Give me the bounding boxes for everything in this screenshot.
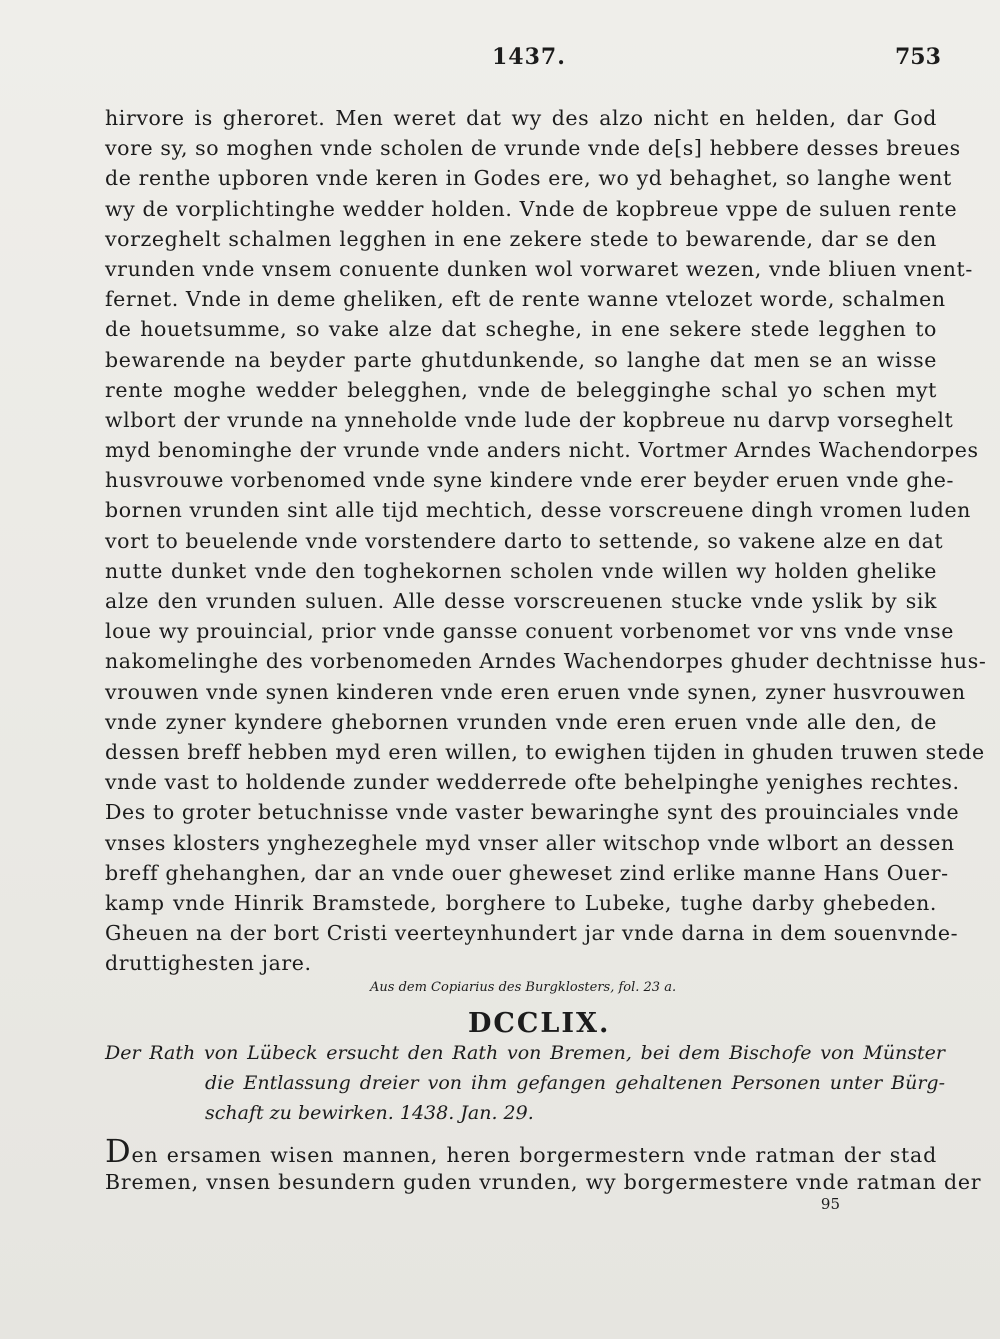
regest-line: schaft zu bewirken. 1438. Jan. 29.: [205, 1102, 534, 1124]
text-line: wy de vorplichtinghe wedder holden. Vnde de kopbreue vppe de suluen rente: [105, 196, 958, 221]
text-line: hirvore is gheroret. Men weret dat wy des alzo nicht en helden, dar God: [105, 106, 937, 130]
text-line: de renthe upboren vnde keren in Godes ere, wo yd behaghet, so langhe went: [105, 166, 952, 191]
text-line: vrunden vnde vnsem conuente dunken wol vorwaret wezen, vnde bliuen vnent-: [105, 256, 973, 281]
page-number: 753: [895, 44, 941, 70]
text-line: wlbort der vrunde na ynneholde vnde lude der kopbreue nu darvp vorseghelt: [105, 407, 954, 432]
text-line: Des to groter betuchnisse vnde vaster bewaringhe synt des prouinciales vnde: [105, 800, 960, 825]
text-line: rente moghe wedder belegghen, vnde de belegginghe schal yo schen myt: [105, 377, 937, 402]
text-line: dessen breff hebben myd eren willen, to ewighen tijden in ghuden truwen stede: [105, 739, 985, 764]
text-line: vnde zyner kyndere ghebornen vrunden vnde eren eruen vnde alle den, de: [105, 709, 937, 734]
running-header: [0, 40, 1000, 80]
text-line: bornen vrunden sint alle tijd mechtich, desse vorscreuene dingh vromen luden: [105, 498, 971, 523]
opening-line: Bremen, vnsen besundern guden vrunden, wy borgermestere vnde ratman der: [105, 1170, 982, 1195]
text-line: vore sy, so moghen vnde scholen de vrunde vnde de[s] hebbere desses breues: [105, 136, 961, 161]
regest-line: die Entlassung dreier von ihm gefangen gehaltenen Personen unter Bürg-: [205, 1072, 945, 1094]
sheet-signature: 95: [820, 1195, 840, 1213]
charter-text: [105, 103, 987, 978]
next-document-opening: [105, 1132, 982, 1197]
text-line: bewarende na beyder parte ghutdunkende, so langhe dat men se an wisse: [105, 347, 937, 372]
text-line: de houetsumme, so vake alze dat scheghe, in ene sekere stede legghen to: [105, 317, 937, 342]
text-line: myd benominghe der vrunde vnde anders nicht. Vortmer Arndes Wachendorpes: [105, 438, 979, 463]
text-line: nutte dunket vnde den toghekornen scholen vnde willen wy holden ghelike: [105, 558, 937, 583]
text-line: vrouwen vnde synen kinderen vnde eren eruen vnde synen, zyner husvrouwen: [105, 679, 966, 704]
text-line: nakomelinghe des vorbenomeden Arndes Wachendorpes ghuder dechtnisse hus-: [105, 649, 987, 674]
text-line: loue wy prouincial, prior vnde gansse conuent vorbenomet vor vns vnde vnse: [105, 619, 955, 644]
text-line: fernet. Vnde in deme gheliken, eft de rente wanne vtelozet worde, schalmen: [105, 287, 946, 312]
text-line: vnses klosters ynghezeghele myd vnser aller witschop vnde wlbort an dessen: [105, 830, 955, 855]
opening-line-text: en ersamen wisen mannen, heren borgermestern vnde ratman der stad: [131, 1143, 937, 1167]
initial-letter: D: [105, 1132, 132, 1170]
source-note: Aus dem Copiarius des Burgklosters, fol. 23 a.: [370, 980, 677, 995]
text-line: husvrouwe vorbenomed vnde syne kindere vnde erer beyder eruen vnde ghe-: [105, 468, 955, 493]
opening-line: [105, 1132, 937, 1170]
text-line: alze den vrunden suluen. Alle desse vorscreuenen stucke vnde yslik by sik: [105, 589, 937, 613]
text-line: druttighesten jare.: [105, 951, 312, 976]
regest-line: Der Rath von Lübeck ersucht den Rath von Bremen, bei dem Bischofe von Münster: [105, 1042, 945, 1064]
text-line: vort to beuelende vnde vorstendere darto to settende, so vakene alze en dat: [105, 528, 944, 553]
regest-summary: [105, 1038, 945, 1128]
header-year: 1437.: [492, 44, 566, 70]
text-line: Gheuen na der bort Cristi veerteynhundert jar vnde darna in dem souenvnde-: [105, 921, 959, 946]
text-line: vorzeghelt schalmen legghen in ene zekere stede to bewarende, dar se den: [105, 226, 937, 251]
text-line: kamp vnde Hinrik Bramstede, borghere to Lubeke, tughe darby ghebeden.: [105, 890, 937, 915]
text-line: breff ghehanghen, dar an vnde ouer gheweset zind erlike manne Hans Ouer-: [105, 860, 949, 885]
text-line: vnde vast to holdende zunder wedderrede ofte behelpinghe yenighes rechtes.: [105, 770, 960, 795]
document-number: DCCLIX.: [468, 1008, 611, 1039]
